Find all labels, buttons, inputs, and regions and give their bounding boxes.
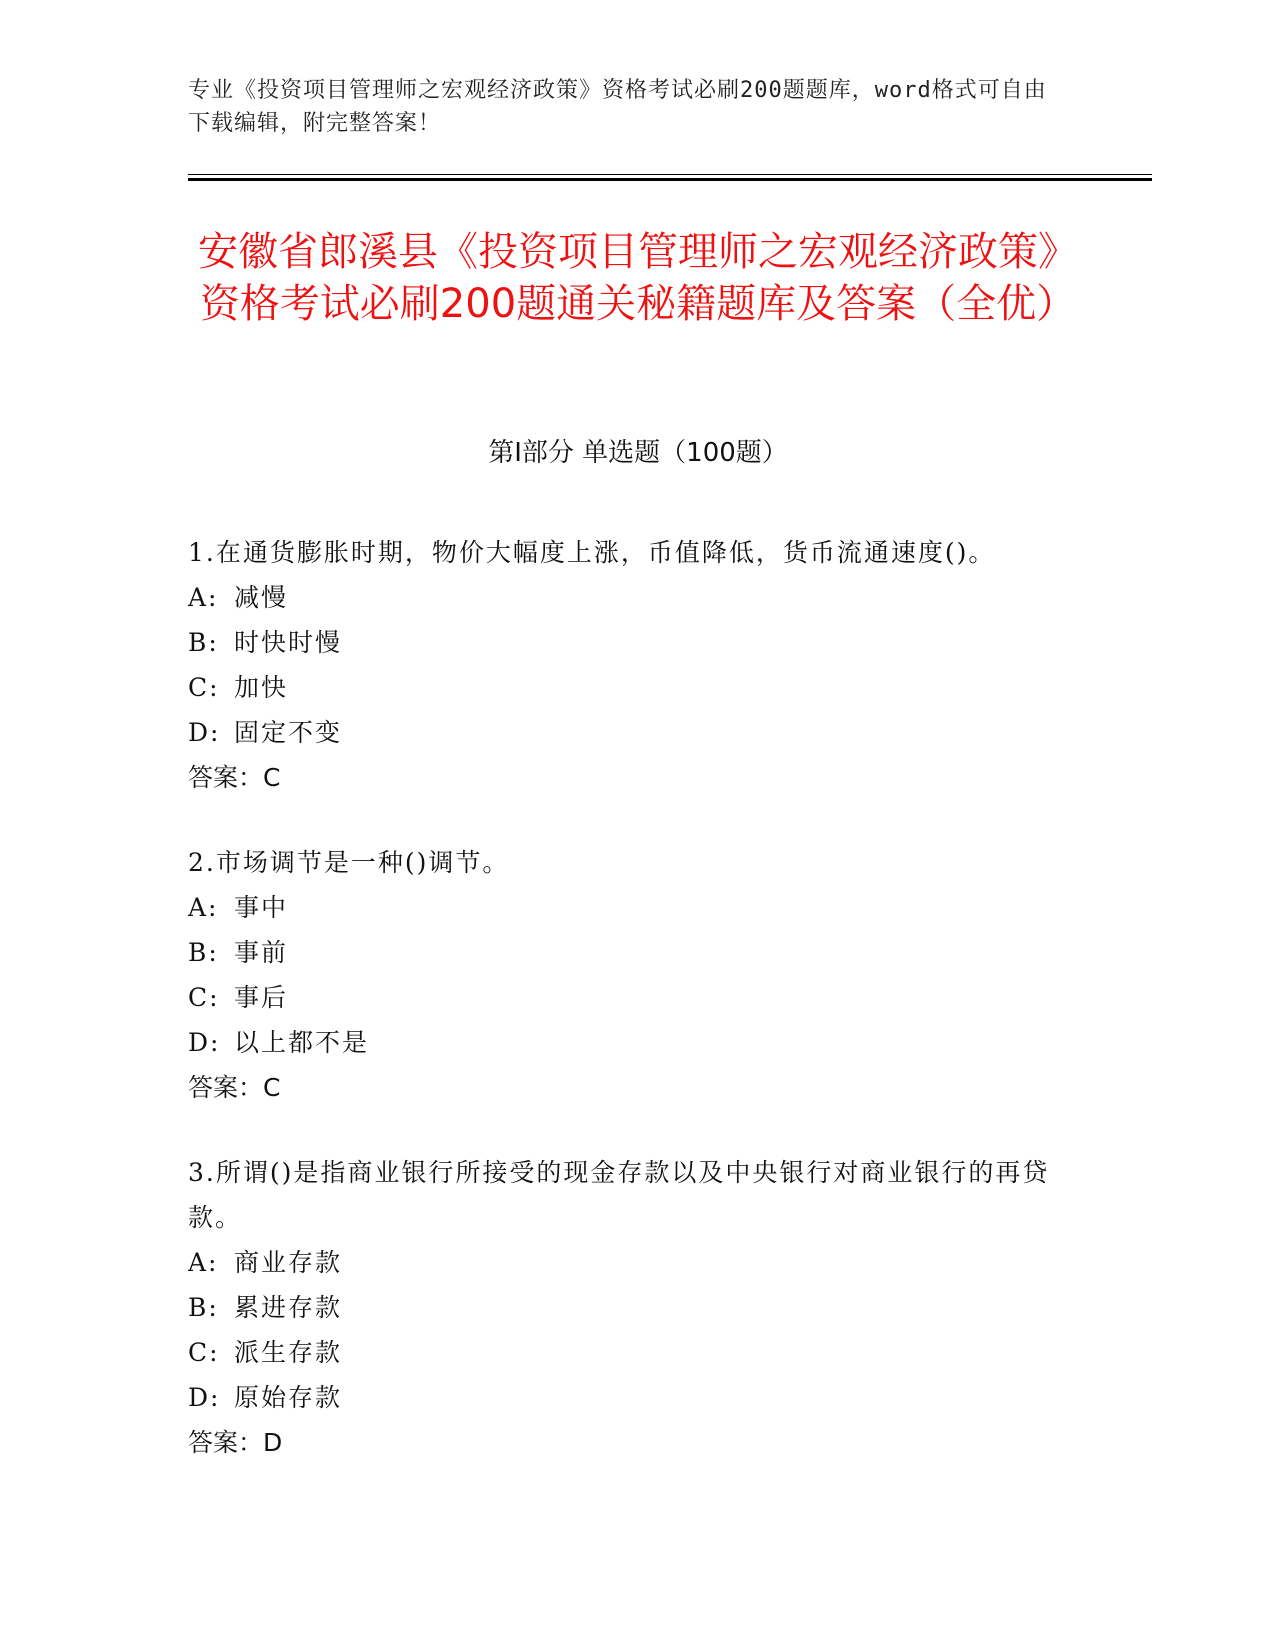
option-letter: D: [188,1383,221,1412]
question-stem: 2.市场调节是一种()调节。 [188,848,510,877]
option-letter: C: [188,673,220,702]
option-d [188,710,1068,755]
answer: 答案：D [188,1428,283,1457]
option-letter: A: [188,893,219,922]
section-title: 第Ⅰ部分 单选题（100题） [488,438,788,468]
option-text: 派生存款 [234,1338,343,1367]
option-a [188,575,1068,620]
option-text: 固定不变 [234,718,343,747]
question-stem: 1.在通货膨胀时期，物价大幅度上涨，币值降低，货币流通速度()。 [188,538,996,567]
option-text: 累进存款 [234,1293,343,1322]
header-divider-thin [188,174,1152,175]
option-text: 事前 [234,938,289,967]
question-1 [188,530,1068,800]
option-c [188,665,1068,710]
option-a [188,885,1068,930]
option-text: 以上都不是 [234,1028,370,1057]
option-c [188,975,1068,1020]
option-letter: D: [188,718,221,747]
option-letter: B: [188,1293,219,1322]
option-text: 时快时慢 [234,628,343,657]
option-letter: B: [188,938,219,967]
question-list [188,530,1068,1505]
option-text: 事后 [234,983,289,1012]
question-3 [188,1150,1068,1465]
option-letter: A: [188,1248,219,1277]
answer: 答案：C [188,763,281,792]
option-a [188,1240,1068,1285]
option-text: 加快 [234,673,289,702]
header-divider-thick [188,178,1152,181]
option-letter: C: [188,1338,220,1367]
option-text: 商业存款 [234,1248,343,1277]
document-title: 安徽省郎溪县《投资项目管理师之宏观经济政策》资格考试必刷200题通关秘籍题库及答案（全优） [198,229,1078,327]
option-b [188,1285,1068,1330]
question-stem: 3.所谓()是指商业银行所接受的现金存款以及中央银行对商业银行的再贷款。 [188,1158,1050,1232]
question-2 [188,840,1068,1110]
option-c [188,1330,1068,1375]
option-text: 减慢 [234,583,289,612]
option-text: 事中 [234,893,289,922]
option-text: 原始存款 [234,1383,343,1412]
option-d [188,1020,1068,1065]
option-b [188,620,1068,665]
option-letter: B: [188,628,219,657]
option-letter: C: [188,983,220,1012]
header-note: 专业《投资项目管理师之宏观经济政策》资格考试必刷200题题库，word格式可自由下载编辑，附完整答案！ [188,78,1047,136]
option-b [188,930,1068,975]
option-d [188,1375,1068,1420]
option-letter: A: [188,583,219,612]
option-letter: D: [188,1028,221,1057]
answer: 答案：C [188,1073,281,1102]
